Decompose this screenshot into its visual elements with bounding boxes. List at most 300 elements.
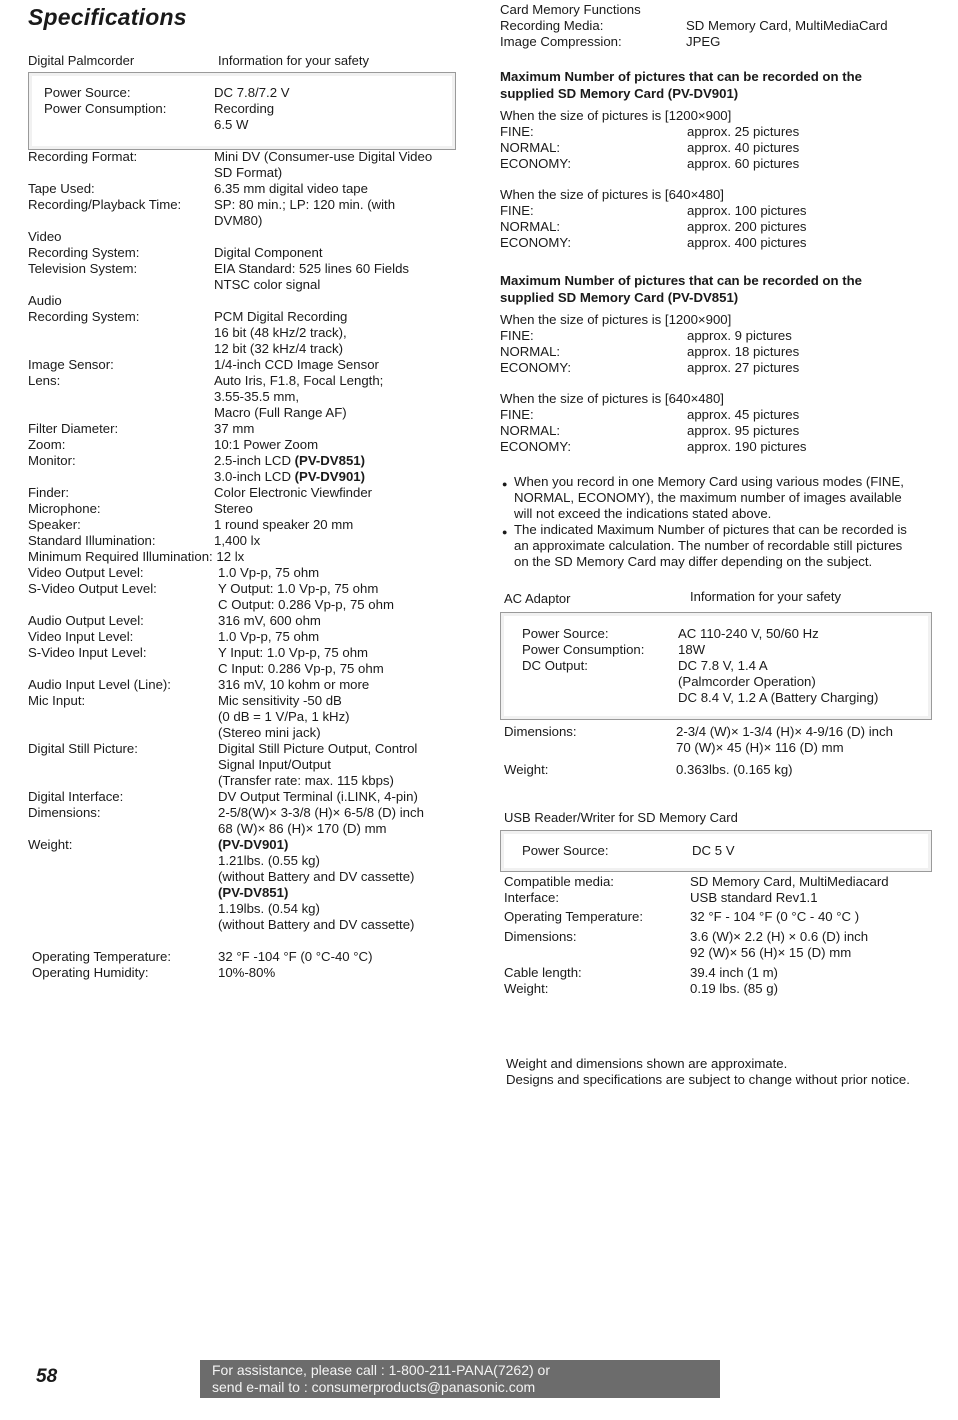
spec-value-text: 37 mm <box>214 421 255 436</box>
spec-value-line <box>214 341 458 357</box>
palmcorder-spec-list <box>28 149 458 981</box>
card-functions-title: Card Memory Functions <box>500 2 641 17</box>
picture-size-intro <box>500 187 940 203</box>
card-function-label: Recording Media: <box>500 18 604 33</box>
spec-value-line <box>678 658 922 674</box>
picture-count: approx. 27 pictures <box>687 360 800 375</box>
spec-row <box>28 533 458 549</box>
spec-value-line <box>690 874 934 890</box>
quality-label: NORMAL: <box>500 423 561 438</box>
spec-row <box>28 485 458 501</box>
spec-value-text: (PV-DV901) <box>218 837 289 852</box>
spec-value <box>214 293 458 309</box>
spec-value <box>214 149 458 181</box>
spec-value-text: C Input: 0.286 Vp-p, 75 ohm <box>218 661 384 676</box>
palmcorder-safety-heading: Information for your safety <box>218 53 370 68</box>
spec-value <box>218 741 458 789</box>
spec-value-text: 3.6 (W)× 2.2 (H) × 0.6 (D) inch <box>690 929 869 944</box>
spec-label: Audio Output Level: <box>28 613 144 628</box>
spec-value-text: PCM Digital Recording <box>214 309 348 324</box>
spec-value-text: (without Battery and DV cassette) <box>218 869 415 884</box>
spec-value <box>218 677 458 693</box>
spec-value <box>214 373 458 421</box>
spec-value-text: DVM80) <box>214 213 263 228</box>
spec-row <box>28 245 458 261</box>
spec-row <box>28 357 458 373</box>
picture-count-row <box>500 439 940 455</box>
picture-count: approx. 25 pictures <box>687 124 800 139</box>
spec-value-line <box>218 693 458 709</box>
card-function-row <box>500 34 940 50</box>
spec-value-line <box>678 674 922 690</box>
spec-label: Lens: <box>28 373 61 388</box>
dv901-heading-line: supplied SD Memory Card (PV-DV901) <box>500 86 739 101</box>
spec-value-line <box>214 533 458 549</box>
spec-value-text: SD Format) <box>214 165 283 180</box>
spec-label: Interface: <box>504 890 559 905</box>
spec-value-line <box>214 421 458 437</box>
bullet-note <box>502 522 937 570</box>
spec-value-line <box>218 965 458 981</box>
spec-value-line <box>214 181 458 197</box>
spec-label: Zoom: <box>28 437 66 452</box>
spec-value-line <box>214 117 444 133</box>
spec-value-text: 1/4-inch CCD Image Sensor <box>214 357 379 372</box>
spec-value-line <box>214 261 458 277</box>
spec-value <box>218 613 458 629</box>
picture-count: approx. 9 pictures <box>687 328 792 343</box>
spec-label: Standard Illumination: <box>28 533 156 548</box>
quality-label: FINE: <box>500 328 534 343</box>
spec-label: Dimensions: <box>504 724 577 739</box>
spec-value-line <box>218 661 458 677</box>
palmcorder-safety-list <box>44 85 444 133</box>
spec-row <box>522 626 922 642</box>
card-function-value: SD Memory Card, MultiMediaCard <box>686 18 888 33</box>
spec-label: Mic Input: <box>28 693 86 708</box>
spec-value-text: 3.0-inch LCD <box>214 469 295 484</box>
note-line: will not exceed the indications stated above. <box>514 506 772 521</box>
spec-row <box>28 229 458 245</box>
spec-row <box>522 642 922 658</box>
ac-safety-list <box>522 626 922 706</box>
spec-value-text: 10%-80% <box>218 965 276 980</box>
spec-row <box>32 965 458 981</box>
spec-value-line <box>218 821 458 837</box>
picture-count: approx. 100 pictures <box>687 203 807 218</box>
picture-count-row <box>500 328 940 344</box>
spec-row <box>44 101 444 133</box>
spec-row <box>28 149 458 181</box>
spec-value-text: 92 (W)× 56 (H)× 15 (D) mm <box>690 945 852 960</box>
spec-row <box>28 629 458 645</box>
spec-value-text: (Palmcorder Operation) <box>678 674 816 689</box>
spec-row <box>28 517 458 533</box>
note-line: NORMAL, ECONOMY), the maximum number of images available <box>514 490 902 505</box>
spec-value-text: AC 110-240 V, 50/60 Hz <box>678 626 819 641</box>
spec-value-text: DC 7.8 V, 1.4 A <box>678 658 768 673</box>
spec-value <box>214 229 458 245</box>
spec-label: Operating Temperature: <box>504 909 644 924</box>
spec-value <box>690 890 934 906</box>
spec-value <box>214 437 458 453</box>
picture-count-row <box>500 140 940 156</box>
spec-value-text: 2.5-inch LCD <box>214 453 295 468</box>
spec-value <box>214 309 458 357</box>
spec-value-text: 68 (W)× 86 (H)× 170 (D) mm <box>218 821 387 836</box>
spec-row <box>28 741 458 789</box>
picture-count: approx. 40 pictures <box>687 140 800 155</box>
picture-count: approx. 200 pictures <box>687 219 807 234</box>
spec-label: Operating Humidity: <box>32 965 149 980</box>
spec-value-text: 6.5 W <box>214 117 249 132</box>
spec-value-line <box>218 789 458 805</box>
spec-row <box>28 645 458 677</box>
spec-value-line <box>218 901 458 917</box>
spec-value-text: 39.4 inch (1 m) <box>690 965 778 980</box>
spec-value-text: Stereo <box>214 501 253 516</box>
quality-label: ECONOMY: <box>500 156 572 171</box>
spec-value-text: DV Output Terminal (i.LINK, 4-pin) <box>218 789 418 804</box>
spec-value-text: (PV-DV851) <box>218 885 289 900</box>
closing-line: Designs and specifications are subject to change without prior notice. <box>506 1072 910 1087</box>
note-line: an approximate calculation. The number of recordable still pictures <box>514 538 903 553</box>
spec-value-text: Mic sensitivity -50 dB <box>218 693 342 708</box>
spec-value-line <box>690 929 934 945</box>
usb-heading: USB Reader/Writer for SD Memory Card <box>504 810 738 825</box>
spec-label: Digital Interface: <box>28 789 124 804</box>
spec-value <box>214 101 444 133</box>
spec-row <box>28 693 458 741</box>
spec-value <box>218 581 458 613</box>
spec-value-line <box>218 741 458 757</box>
spec-value-text: 12 bit (32 kHz/4 track) <box>214 341 343 356</box>
quality-label: ECONOMY: <box>500 235 572 250</box>
spec-value-text: DC 5 V <box>692 843 735 858</box>
bullet-icon: ● <box>502 479 508 489</box>
ac-spec-list <box>504 724 934 778</box>
spec-value <box>214 85 444 101</box>
spec-label: Power Consumption: <box>44 101 167 116</box>
spec-value-text: 3.55-35.5 mm, <box>214 389 300 404</box>
spec-value-text: Y Input: 1.0 Vp-p, 75 ohm <box>218 645 369 660</box>
spec-value-line <box>214 405 458 421</box>
spec-value-text: (without Battery and DV cassette) <box>218 917 415 932</box>
spec-value-text: Digital Still Picture Output, Control <box>218 741 418 756</box>
spec-value-text: 2-5/8(W)× 3-3/8 (H)× 6-5/8 (D) inch <box>218 805 424 820</box>
spec-value-text: (Transfer rate: max. 115 kbps) <box>218 773 394 788</box>
spec-value <box>218 565 458 581</box>
spec-row <box>28 309 458 357</box>
spec-row <box>28 581 458 613</box>
spec-value <box>218 805 458 837</box>
spec-value-line <box>214 453 458 469</box>
spec-value <box>214 533 458 549</box>
spec-value-line <box>214 357 458 373</box>
spec-value-text: 316 mV, 10 kohm or more <box>218 677 370 692</box>
spec-row <box>28 501 458 517</box>
spec-row <box>504 909 934 925</box>
assistance-line: For assistance, please call : 1-800-211-PANA(7262) or <box>212 1362 550 1378</box>
spec-row <box>28 437 458 453</box>
spec-value-line <box>690 981 934 997</box>
spec-value-text: USB standard Rev1.1 <box>690 890 818 905</box>
spec-label: Monitor: <box>28 453 76 468</box>
spec-label: Power Source: <box>522 626 609 641</box>
spec-row <box>32 949 458 965</box>
spec-label: Power Source: <box>522 843 609 858</box>
spec-label: Tape Used: <box>28 181 95 196</box>
picture-count-row <box>500 203 940 219</box>
spec-row <box>28 453 458 485</box>
bullet-note <box>502 474 937 522</box>
picture-size-text: When the size of pictures is [1200×900] <box>500 312 732 327</box>
spec-row <box>28 197 458 229</box>
spec-value <box>676 762 934 778</box>
spec-value-line <box>218 773 458 789</box>
spec-value <box>214 261 458 293</box>
spec-value-text: 1.19lbs. (0.54 kg) <box>218 901 320 916</box>
spec-label: Filter Diameter: <box>28 421 119 436</box>
spec-value <box>218 629 458 645</box>
spec-label: Power Consumption: <box>522 642 645 657</box>
spec-label: Recording/Playback Time: <box>28 197 182 212</box>
spec-value-text: Auto Iris, F1.8, Focal Length; <box>214 373 384 388</box>
spec-label: Cable length: <box>504 965 582 980</box>
min-illumination-row <box>28 549 458 565</box>
spec-value-line <box>678 690 922 706</box>
palmcorder-heading-left: Digital Palmcorder <box>28 53 135 68</box>
card-function-value: JPEG <box>686 34 721 49</box>
spec-value-text: 1.21lbs. (0.55 kg) <box>218 853 320 868</box>
spec-label: Dimensions: <box>504 929 577 944</box>
spec-value <box>218 645 458 677</box>
quality-label: FINE: <box>500 407 534 422</box>
page-number: 58 <box>36 1366 58 1387</box>
spec-value-line <box>676 724 934 740</box>
spec-value <box>690 909 934 925</box>
spec-label: Power Source: <box>44 85 131 100</box>
spec-value-line <box>690 890 934 906</box>
ac-adaptor-heading: AC Adaptor <box>504 591 571 606</box>
quality-label: NORMAL: <box>500 344 561 359</box>
quality-label: FINE: <box>500 124 534 139</box>
spec-value-line <box>676 762 934 778</box>
spec-value-text: Mini DV (Consumer-use Digital Video <box>214 149 433 164</box>
spec-value-text: 32 °F - 104 °F (0 °C - 40 °C ) <box>690 909 860 924</box>
spec-value-line <box>218 677 458 693</box>
spec-label: Audio <box>28 293 62 308</box>
spec-value-text: 1 round speaker 20 mm <box>214 517 354 532</box>
spec-value-line <box>214 325 458 341</box>
dv901-heading-line: Maximum Number of pictures that can be recorded on the <box>500 69 862 84</box>
spec-label: Microphone: <box>28 501 101 516</box>
spec-value-line <box>214 373 458 389</box>
spec-label: Audio Input Level (Line): <box>28 677 171 692</box>
spec-value <box>214 245 458 261</box>
spec-value-line <box>214 517 458 533</box>
spec-value-text: 1,400 lx <box>214 533 261 548</box>
spec-label: Image Sensor: <box>28 357 114 372</box>
spec-value <box>214 485 458 501</box>
spec-value-line <box>214 165 458 181</box>
spec-value <box>690 981 934 997</box>
dv851-heading-line: supplied SD Memory Card (PV-DV851) <box>500 290 739 305</box>
quality-label: NORMAL: <box>500 219 561 234</box>
spec-value <box>214 453 458 485</box>
spec-value <box>214 501 458 517</box>
spec-label: Recording Format: <box>28 149 138 164</box>
quality-label: NORMAL: <box>500 140 561 155</box>
spec-value-line <box>218 725 458 741</box>
spec-value-line <box>218 885 458 901</box>
spec-value-line <box>218 869 458 885</box>
spec-row <box>504 929 934 961</box>
spec-value-line <box>214 309 458 325</box>
usb-safety-list <box>522 843 922 859</box>
model-tag: (PV-DV901) <box>294 469 366 484</box>
picture-count-row <box>500 156 940 172</box>
spec-row <box>28 421 458 437</box>
spec-row <box>522 658 922 706</box>
palmcorder-heading <box>28 53 134 68</box>
spec-label: Recording System: <box>28 245 140 260</box>
spec-label: DC Output: <box>522 658 588 673</box>
spec-value-text: DC 8.4 V, 1.2 A (Battery Charging) <box>678 690 879 705</box>
picture-count-row <box>500 219 940 235</box>
spec-label: Video <box>28 229 62 244</box>
dv851-section <box>500 272 940 455</box>
picture-count: approx. 400 pictures <box>687 235 807 250</box>
spec-value-text: 10:1 Power Zoom <box>214 437 319 452</box>
closing-notes <box>506 1056 946 1088</box>
note-line: The indicated Maximum Number of pictures that can be recorded is <box>514 522 907 537</box>
spec-value-line <box>218 805 458 821</box>
quality-label: ECONOMY: <box>500 439 572 454</box>
spec-value-line <box>214 469 458 485</box>
spec-value <box>218 693 458 741</box>
card-function-row <box>500 18 940 34</box>
spec-value <box>678 626 922 642</box>
spec-label: Finder: <box>28 485 70 500</box>
ac-safety-heading: Information for your safety <box>690 589 842 604</box>
spec-value-line <box>218 709 458 725</box>
model-tag: (PV-DV851) <box>294 453 366 468</box>
picture-count-row <box>500 360 940 376</box>
spec-value-text: 1.0 Vp-p, 75 ohm <box>218 565 320 580</box>
spec-value <box>214 517 458 533</box>
spec-value <box>218 837 458 933</box>
spec-value-line <box>214 101 444 117</box>
spec-label: Recording System: <box>28 309 140 324</box>
spec-value-line <box>218 565 458 581</box>
spec-value <box>692 843 922 859</box>
spec-value <box>676 724 934 756</box>
picture-size-intro <box>500 312 940 328</box>
spec-value-line <box>218 837 458 853</box>
spec-value-line <box>218 853 458 869</box>
spec-label: S-Video Input Level: <box>28 645 147 660</box>
picture-count: approx. 60 pictures <box>687 156 800 171</box>
spec-label: Dimensions: <box>28 805 101 820</box>
min-illumination: Minimum Required Illumination: 12 lx <box>28 549 245 564</box>
picture-count-row <box>500 344 940 360</box>
spec-value-text: Digital Component <box>214 245 323 260</box>
spec-value-text: 6.35 mm digital video tape <box>214 181 368 196</box>
spec-label: Weight: <box>504 981 549 996</box>
spec-value-line <box>214 389 458 405</box>
spec-value <box>214 357 458 373</box>
spec-value-line <box>218 613 458 629</box>
picture-size-text: When the size of pictures is [1200×900] <box>500 108 732 123</box>
spec-value-line <box>690 909 934 925</box>
picture-count: approx. 190 pictures <box>687 439 807 454</box>
spec-row <box>28 677 458 693</box>
picture-size-text: When the size of pictures is [640×480] <box>500 391 724 406</box>
picture-size-intro <box>500 391 940 407</box>
spec-label: Digital Still Picture: <box>28 741 138 756</box>
spec-value-line <box>214 485 458 501</box>
spec-value-text: Recording <box>214 101 275 116</box>
spec-row <box>28 293 458 309</box>
note-line: on the SD Memory Card may differ depending on the subject. <box>514 554 873 569</box>
spec-value <box>690 965 934 981</box>
spec-row <box>28 805 458 837</box>
spec-value-line <box>214 149 458 165</box>
spec-value-line <box>218 629 458 645</box>
note-line: When you record in one Memory Card using various modes (FINE, <box>514 474 904 489</box>
spec-value-text: Color Electronic Viewfinder <box>214 485 373 500</box>
spec-value-line <box>678 626 922 642</box>
spec-value-text: SD Memory Card, MultiMediacard <box>690 874 889 889</box>
spec-value-text: 32 °F -104 °F (0 °C-40 °C) <box>218 949 373 964</box>
spec-value-line <box>214 213 458 229</box>
spec-value <box>690 929 934 961</box>
picture-count: approx. 45 pictures <box>687 407 800 422</box>
spec-value-text: 0.363lbs. (0.165 kg) <box>676 762 793 777</box>
spec-row <box>28 837 458 933</box>
spec-value-line <box>214 501 458 517</box>
spec-value-line <box>214 245 458 261</box>
spec-value <box>214 181 458 197</box>
spec-value <box>678 642 922 658</box>
spec-value <box>214 197 458 229</box>
quality-label: ECONOMY: <box>500 360 572 375</box>
spec-value-text: 2-3/4 (W)× 1-3/4 (H)× 4-9/16 (D) inch <box>676 724 893 739</box>
spec-value-line <box>678 642 922 658</box>
page-title: Specifications <box>28 4 187 30</box>
spec-value-text: 1.0 Vp-p, 75 ohm <box>218 629 320 644</box>
spec-value-text: 16 bit (48 kHz/2 track), <box>214 325 347 340</box>
spec-value-text: Y Output: 1.0 Vp-p, 75 ohm <box>218 581 379 596</box>
dv851-heading-line: Maximum Number of pictures that can be recorded on the <box>500 273 862 288</box>
spec-row <box>522 843 922 859</box>
spec-value-line <box>676 740 934 756</box>
picture-count-row <box>500 407 940 423</box>
spec-row <box>28 181 458 197</box>
assistance-banner <box>200 1360 720 1398</box>
spec-value-line <box>690 965 934 981</box>
spec-label: Video Input Level: <box>28 629 134 644</box>
spec-value <box>214 421 458 437</box>
spec-row <box>28 789 458 805</box>
spec-row <box>28 565 458 581</box>
spec-label: Weight: <box>28 837 73 852</box>
spec-row <box>504 981 934 997</box>
spec-value-text: 316 mV, 600 ohm <box>218 613 321 628</box>
spec-value-text: Signal Input/Output <box>218 757 331 772</box>
spec-value-text: 70 (W)× 45 (H)× 116 (D) mm <box>676 740 844 755</box>
